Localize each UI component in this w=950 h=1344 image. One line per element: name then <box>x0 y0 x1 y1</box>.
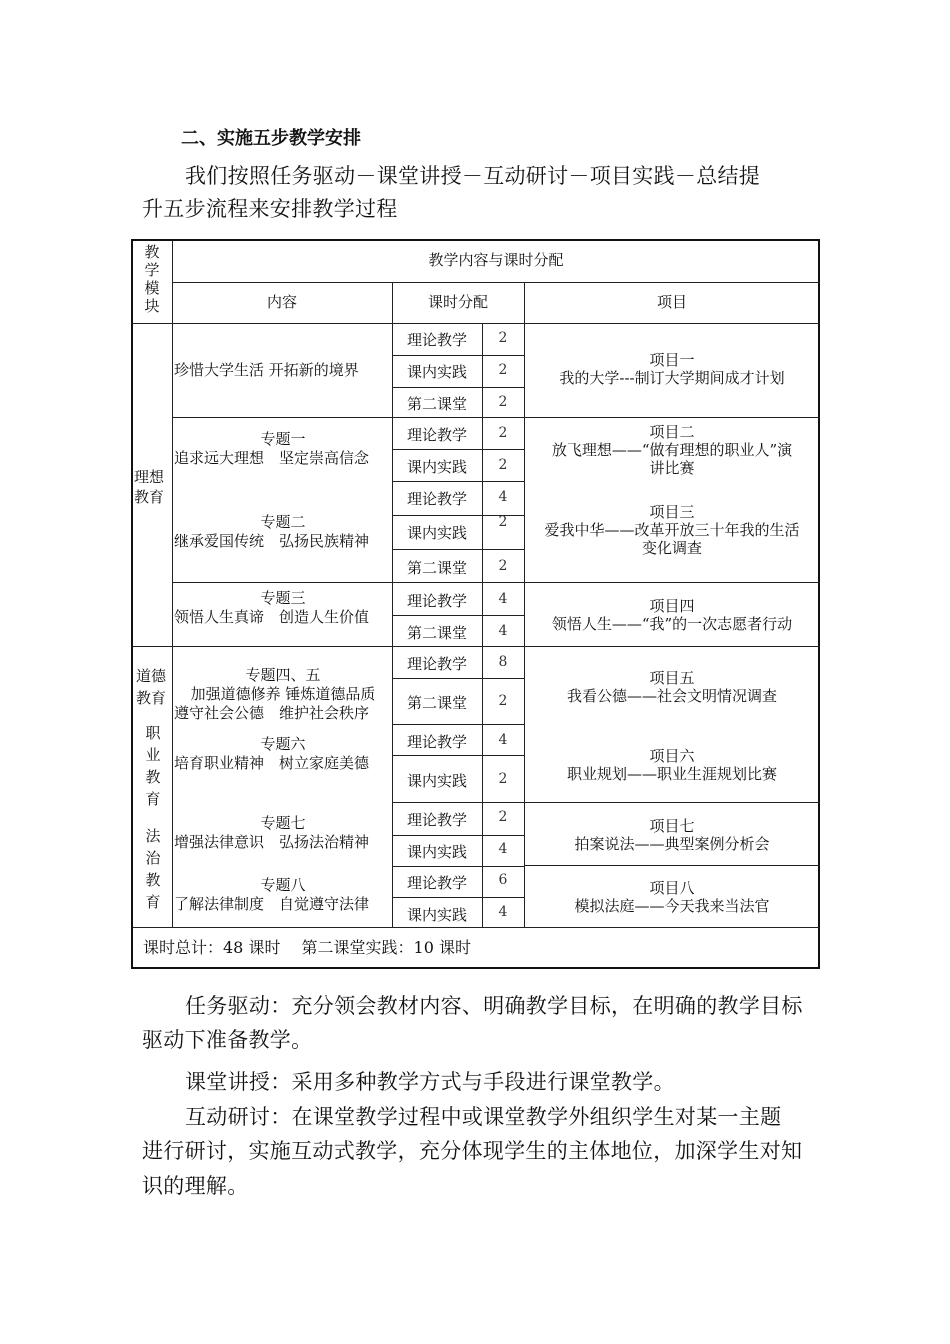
module-header: 教 学 模 块 <box>144 243 160 315</box>
hour-num-2: 2 <box>498 394 508 410</box>
hour-num-16: 6 <box>498 872 508 888</box>
hour-num-15: 4 <box>498 841 508 857</box>
project-7: 项目七 拍案说法——典型案例分析会 <box>574 817 770 853</box>
project-6: 项目六 职业规划——职业生涯规划比赛 <box>566 747 777 783</box>
project-1: 项目一 我的大学---制订大学期间成才计划 <box>559 351 785 387</box>
hour-num-17: 4 <box>498 904 508 920</box>
module-law: 法 治 教 育 <box>145 827 161 911</box>
col-header-project: 项目 <box>656 293 687 311</box>
hour-num-12: 4 <box>498 732 508 748</box>
project-3: 项目三 爱我中华——改革开放三十年我的生活 变化调查 <box>544 503 800 557</box>
hour-num-8: 4 <box>498 591 508 607</box>
topic-5: 专题六 培育职业精神 树立家庭美德 <box>174 735 370 772</box>
project-5: 项目五 我看公德——社会文明情况调查 <box>566 669 777 705</box>
module-career: 职 业 教 育 <box>145 724 161 808</box>
hour-type-8: 理论教学 <box>406 592 467 610</box>
hour-num-10: 8 <box>498 654 508 670</box>
section-heading: 二、实施五步教学安排 <box>181 128 361 149</box>
hour-type-10: 理论教学 <box>406 655 467 673</box>
hour-num-1: 2 <box>498 362 508 378</box>
hour-type-15: 课内实践 <box>406 843 467 861</box>
p1-line-1: 任务驱动：充分领会教材内容、明确教学目标，在明确的教学目标 <box>185 994 803 1018</box>
hour-type-11: 第二课堂 <box>406 694 467 712</box>
topic-1: 专题一 追求远大理想 坚定崇高信念 <box>174 430 370 467</box>
top-header: 教学内容与课时分配 <box>428 251 564 269</box>
total-hours: 课时总计：48 课时 第二课堂实践：10 课时 <box>143 938 471 957</box>
teaching-schedule-table <box>131 239 820 969</box>
module-moral: 道德 教育 <box>136 667 167 707</box>
hour-type-1: 课内实践 <box>406 363 467 381</box>
project-4: 项目四 领悟人生——“我”的一次志愿者行动 <box>551 597 793 633</box>
hour-num-4: 2 <box>498 457 508 473</box>
p1-line-2: 驱动下准备教学。 <box>142 1028 313 1052</box>
hour-type-6: 课内实践 <box>406 524 467 542</box>
col-header-content: 内容 <box>266 293 297 311</box>
topic-0: 珍惜大学生活 开拓新的境界 <box>174 361 359 379</box>
p3-line-1: 互动研讨：在课堂教学过程中或课堂教学外组织学生对某一主题 <box>185 1105 782 1129</box>
hour-type-13: 课内实践 <box>406 772 467 790</box>
hour-type-5: 理论教学 <box>406 490 467 508</box>
topic-6: 专题七 增强法律意识 弘扬法治精神 <box>174 814 370 851</box>
intro-line-2: 升五步流程来安排教学过程 <box>142 197 398 221</box>
p3-line-3: 识的理解。 <box>142 1174 249 1198</box>
project-2: 项目二 放飞理想——“做有理想的职业人”演 讲比赛 <box>551 423 793 477</box>
hour-type-17: 课内实践 <box>406 906 467 924</box>
hour-num-3: 2 <box>498 425 508 441</box>
hour-type-7: 第二课堂 <box>406 559 467 577</box>
hour-type-4: 课内实践 <box>406 458 467 476</box>
hour-type-14: 理论教学 <box>406 811 467 829</box>
hour-num-5: 4 <box>498 489 508 505</box>
hour-num-6: 2 <box>498 514 508 530</box>
hour-type-3: 理论教学 <box>406 426 467 444</box>
hour-num-11: 2 <box>498 693 508 709</box>
hour-num-7: 2 <box>498 558 508 574</box>
topic-4: 专题四、五 加强道德修养 锤炼道德品质 遵守社会公德 维护社会秩序 <box>174 666 376 722</box>
hour-num-14: 2 <box>498 809 508 825</box>
col-header-hours: 课时分配 <box>427 293 488 311</box>
topic-3: 专题三 领悟人生真谛 创造人生价值 <box>174 589 370 626</box>
intro-line-1: 我们按照任务驱动－课堂讲授－互动研讨－项目实践－总结提 <box>185 164 761 188</box>
p3-line-2: 进行研讨，实施互动式教学，充分体现学生的主体地位，加深学生对知 <box>142 1139 803 1163</box>
topic-7: 专题八 了解法律制度 自觉遵守法律 <box>174 876 370 913</box>
hour-type-9: 第二课堂 <box>406 624 467 642</box>
project-8: 项目八 模拟法庭——今天我来当法官 <box>574 879 770 915</box>
hour-type-16: 理论教学 <box>406 874 467 892</box>
hour-num-13: 2 <box>498 771 508 787</box>
hour-type-2: 第二课堂 <box>406 395 467 413</box>
hour-type-0: 理论教学 <box>406 331 467 349</box>
hour-num-9: 4 <box>498 623 508 639</box>
hour-type-12: 理论教学 <box>406 733 467 751</box>
topic-2: 专题二 继承爱国传统 弘扬民族精神 <box>174 513 370 550</box>
module-ideal: 理想 教育 <box>134 468 165 506</box>
p2-line-1: 课堂讲授：采用多种教学方式与手段进行课堂教学。 <box>185 1070 675 1094</box>
hour-num-0: 2 <box>498 330 508 346</box>
